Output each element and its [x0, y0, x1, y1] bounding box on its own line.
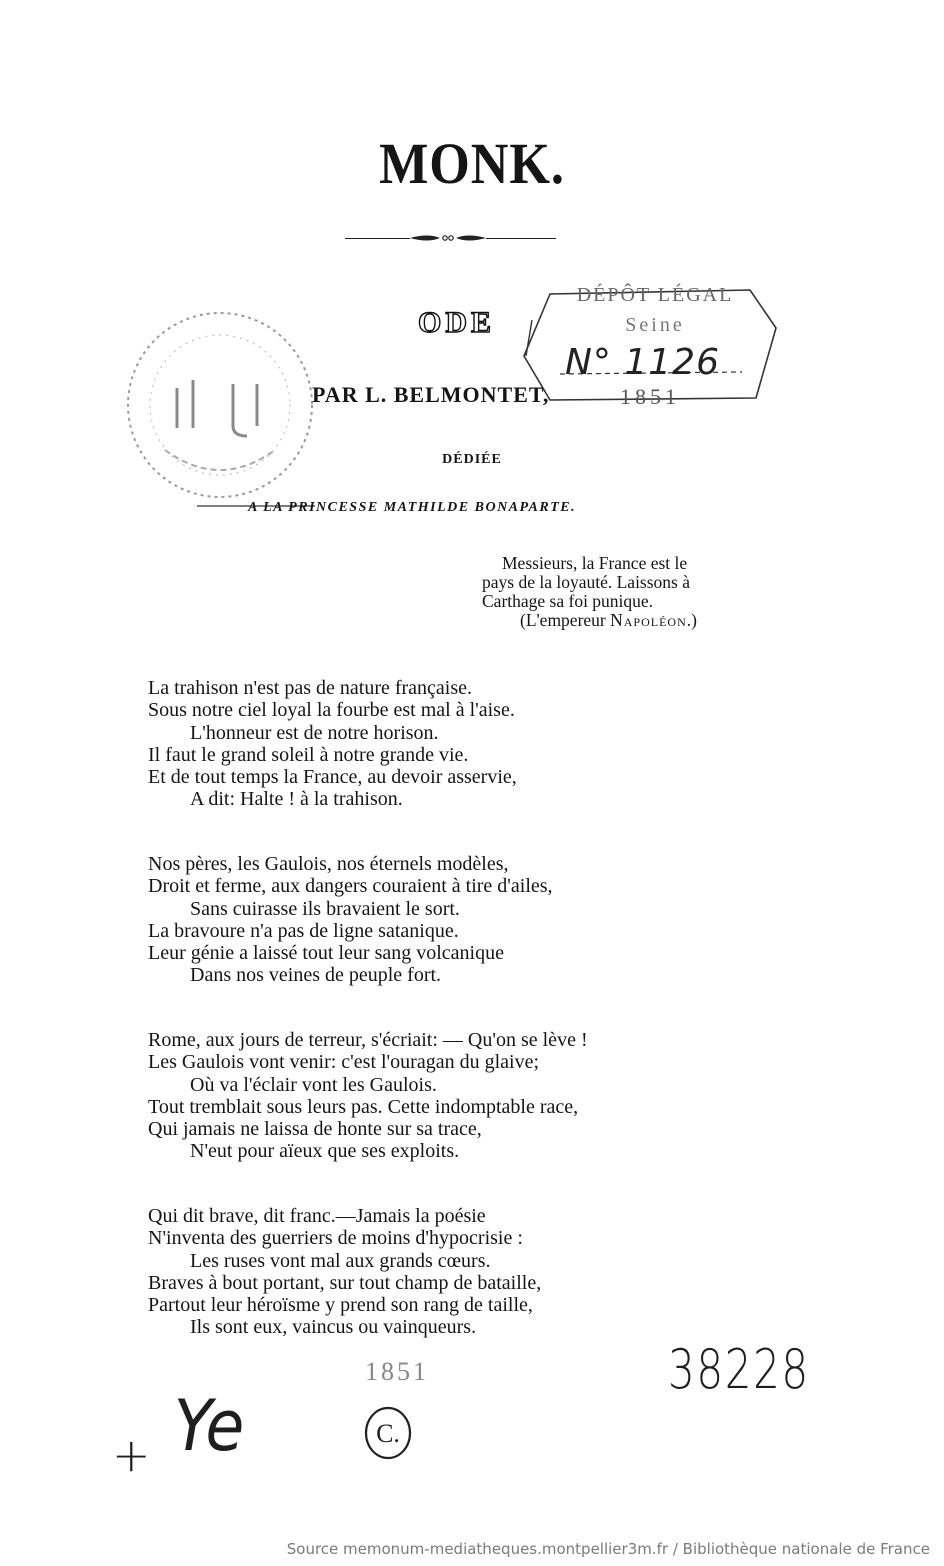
attribution-name: Napoléon — [610, 610, 687, 630]
verse-line: N'inventa des guerriers de moins d'hypocrisie : — [148, 1227, 523, 1250]
verse-line: Tout tremblait sous leurs pas. Cette indomptable race, — [148, 1095, 579, 1118]
source-footer: Source memonum-mediatheques.montpellier3m.fr / Bibliothèque nationale de France — [286, 1540, 930, 1558]
verse-line: Leur génie a laissé tout leur sang volcanique — [148, 942, 504, 965]
title-rule-right — [486, 238, 556, 239]
verse-line: La trahison n'est pas de nature française. — [148, 677, 473, 699]
stamp-registration-number: N° 1126 — [565, 342, 720, 383]
handwritten-shelf-mark: Ye — [173, 1385, 245, 1467]
verse-line: Dans nos veines de peuple fort. — [190, 964, 442, 987]
verse-line: Sous notre ciel loyal la fourbe est mal à l'aise. — [148, 699, 515, 722]
verse-line: Les ruses vont mal aux grands cœurs. — [190, 1249, 491, 1272]
verse-line: Sans cuirasse ils bravaient le sort. — [190, 897, 460, 920]
stamp-year: 1851 — [620, 384, 680, 409]
dedicatee-line: A LA PRINCESSE MATHILDE BONAPARTE. — [248, 500, 577, 515]
verse-line: Et de tout temps la France, au devoir asservie, — [148, 766, 517, 789]
epigraph — [482, 554, 782, 630]
verse-line: Qui dit brave, dit franc.—Jamais la poésie — [148, 1205, 486, 1227]
attribution-prefix: (L'empereur — [520, 610, 611, 630]
stanza-4 — [148, 1205, 708, 1339]
year-stamp: 1851 — [365, 1357, 429, 1386]
handwritten-plus-sign: + — [112, 1428, 151, 1482]
page-title: MONK. — [379, 131, 565, 196]
epigraph-attribution — [482, 611, 782, 630]
verse-line: A dit: Halte ! à la trahison. — [190, 788, 403, 811]
circle-c-letter: C. — [376, 1419, 400, 1448]
library-seal-icon — [115, 300, 325, 510]
verse-line: N'eut pour aïeux que ses exploits. — [190, 1140, 460, 1163]
verse-line: Ils sont eux, vaincus ou vainqueurs. — [190, 1316, 477, 1339]
epigraph-line: pays de la loyauté. Laissons à — [482, 572, 691, 592]
attribution-suffix: .) — [686, 610, 697, 630]
verse-line: L'honneur est de notre horison. — [190, 721, 439, 744]
verse-line: Il faut le grand soleil à notre grande vie. — [148, 743, 469, 766]
title-rule-left — [345, 238, 410, 239]
verse-line: Droit et ferme, aux dangers couraient à tire d'ailes, — [148, 875, 553, 898]
stamp-seine-text: Seine — [625, 314, 685, 336]
verse-line: La bravoure n'a pas de ligne satanique. — [148, 919, 459, 942]
verse-line: Rome, aux jours de terreur, s'écriait: — Qu'on se lève ! — [148, 1029, 588, 1051]
verse-line: Partout leur héroïsme y prend son rang de taille, — [148, 1294, 533, 1317]
ode-label: ODE — [418, 306, 496, 339]
verse-line: Les Gaulois vont venir: c'est l'ouragan du glaive; — [148, 1051, 539, 1074]
circle-c-stamp-icon — [360, 1404, 416, 1462]
verse-line: Braves à bout portant, sur tout champ de bataille, — [148, 1271, 542, 1294]
stanza-2 — [148, 853, 708, 987]
epigraph-line: Carthage sa foi punique. — [482, 591, 654, 611]
verse-line: Qui jamais ne laissa de honte sur sa trace, — [148, 1118, 482, 1141]
stanza-3 — [148, 1029, 708, 1163]
stanza-1 — [148, 677, 708, 811]
verse-line: Où va l'éclair vont les Gaulois. — [190, 1073, 437, 1096]
ornament-icon — [410, 229, 486, 247]
epigraph-line: Messieurs, la France est le — [502, 553, 688, 573]
verse-line: Nos pères, les Gaulois, nos éternels modèles, — [148, 853, 509, 875]
handwritten-catalog-number: 38228 — [668, 1338, 810, 1401]
author-line: PAR L. BELMONTET, — [312, 382, 550, 407]
stamp-depot-legal-text: DÉPÔT LÉGAL — [576, 284, 734, 306]
dedication-heading: DÉDIÉE — [442, 452, 502, 467]
